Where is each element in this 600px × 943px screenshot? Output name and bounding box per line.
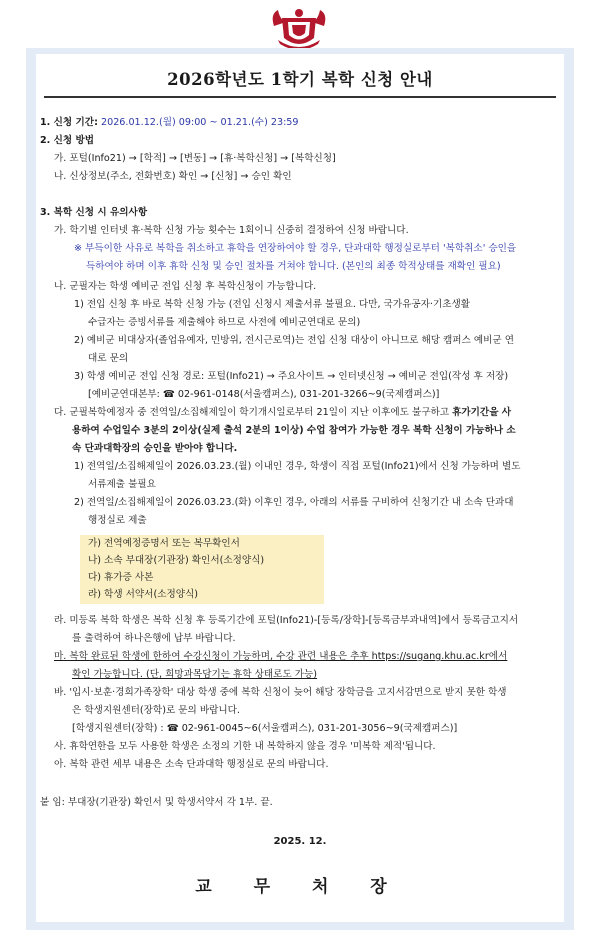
caution-note-line1: ※ 부득이한 사유로 복학을 취소하고 휴학을 연장하여야 할 경우, 단과대학 행정실로부터 '복학취소' 승인을: [74, 243, 517, 254]
issue-date: 2025. 12.: [273, 836, 327, 847]
na-item-1-line1: 1) 전입 신청 후 바로 복학 신청 가능 (전입 신청시 제출서류 불필요. 다만, 국가유공자·기초생활: [74, 299, 471, 310]
caution-da-line3: 속 단과대학장의 승인을 받아야 합니다.: [72, 443, 238, 454]
required-doc-item: 나) 소속 부대장(기관장) 확인서(소정양식): [88, 555, 265, 566]
na-item-2-line2: 대로 문의: [88, 353, 129, 364]
da-line1-bold: 휴가기간을 사: [452, 407, 512, 418]
caution-ba-line2: 은 학생지원센터(장학)로 문의 바랍니다.: [72, 705, 240, 716]
document-title: 2026학년도 1학기 복학 신청 안내: [167, 70, 433, 89]
caution-na: 나. 군필자는 학생 예비군 전입 신청 후 복학신청이 가능합니다.: [54, 281, 317, 292]
required-doc-item: 가) 전역예정증명서 또는 복무확인서: [88, 538, 240, 549]
na-item-2-line1: 2) 예비군 비대상자(졸업유예자, 민방위, 전시근로역)는 전입 신청 대상이 아니므로 해당 캠퍼스 예비군 연: [74, 335, 514, 346]
method-step-ga: 가. 포털(Info21) → [학적] → [변동] → [휴·복학신청] → [복학신청]: [54, 153, 336, 164]
caution-ba-line3: [학생지원센터(장학) : ☎ 02-961-0045~6(서울캠퍼스), 031-201-3056~9(국제캠퍼스)]: [72, 723, 458, 734]
title-divider: [44, 96, 556, 98]
caution-ra-line2: 를 출력하여 하나은행에 납부 바랍니다.: [72, 633, 236, 644]
na-item-3-line1: 3) 학생 예비군 전입 신청 경로: 포털(Info21) → 주요사이트 → 인터넷신청 → 예비군 전입(작성 후 저장): [74, 371, 509, 382]
required-doc-item: 라) 학생 서약서(소정양식): [88, 589, 199, 600]
caution-ma-line1: 마. 복학 완료된 학생에 한하여 수강신청이 가능하며, 수강 관련 내용은 추후 https://sugang.khu.ac.kr에서: [54, 651, 508, 662]
da-line1-text: 다. 군필복학예정자 중 전역일/소집해제일이 학기개시일로부터 21일이 지난 이후에도 불구하고: [54, 407, 450, 418]
caution-da-line1: [54, 406, 511, 419]
caution-heading: 3. 복학 신청 시 유의사항: [40, 207, 148, 218]
period-label: 1. 신청 기간:: [40, 117, 98, 128]
university-emblem-icon: [268, 4, 330, 52]
caution-ra-line1: 라. 미등록 복학 학생은 복학 신청 후 등록기간에 포털(Info21)-[등록/장학]-[등록금부과내역]에서 등록금고지서: [54, 615, 519, 626]
caution-note-line2: 득하여야 하며 이후 휴학 신청 및 승인 절차를 거쳐야 합니다. (본인의 최종 학적상태를 재확인 필요): [86, 261, 501, 272]
period-row: [40, 116, 299, 129]
method-heading: 2. 신청 방법: [40, 135, 95, 146]
da-item-1-line2: 서류제출 불필요: [88, 479, 156, 490]
na-item-1-line2: 수급자는 증빙서류를 제출해야 하므로 사전에 예비군연대로 문의): [88, 317, 361, 328]
period-value: 2026.01.12.(월) 09:00 ~ 01.21.(수) 23:59: [100, 117, 299, 128]
na-item-3-line2: [예비군연대본부: ☎ 02-961-0148(서울캠퍼스), 031-201-3266~9(국제캠퍼스)]: [88, 389, 440, 400]
caution-ba-line1: 바. '입시·보훈·경희가족장학' 대상 학생 중에 복학 신청이 늦어 해당 장학금을 고지서감면으로 받지 못한 학생: [54, 687, 507, 698]
caution-sa: 사. 휴학연한을 모두 사용한 학생은 소정의 기한 내 복학하지 않을 경우 '미복학 제적'됩니다.: [54, 741, 436, 752]
caution-da-line2: 용하여 수업일수 3분의 2이상(실제 출석 2분의 1이상) 수업 참여가 가능한 경우 복학 신청이 가능하나 소: [72, 425, 516, 436]
required-doc-item: 다) 휴가증 사본: [88, 572, 154, 583]
caution-ma-line2: 확인 가능합니다. (단, 희망과목담기는 휴학 상태로도 가능): [72, 669, 318, 680]
issuer-signature: 교 무 처 장: [195, 877, 405, 897]
caution-ga: 가. 학기별 인터넷 휴·복학 신청 가능 횟수는 1회이니 신중히 결정하여 신청 바랍니다.: [54, 225, 409, 236]
method-step-na: 나. 신상정보(주소, 전화번호) 확인 → [신청] → 승인 확인: [54, 171, 292, 182]
attachment-note: 붙 임: 부대장(기관장) 확인서 및 학생서약서 각 1부. 끝.: [40, 797, 273, 808]
da-item-1-line1: 1) 전역일/소집해제일이 2026.03.23.(월) 이내인 경우, 학생이 직접 포털(Info21)에서 신청 가능하며 별도: [74, 461, 521, 472]
da-item-2-line1: 2) 전역일/소집해제일이 2026.03.23.(화) 이후인 경우, 아래의 서류를 구비하여 신청기간 내 소속 단과대: [74, 497, 514, 508]
da-item-2-line2: 행정실로 제출: [88, 515, 147, 526]
caution-a: 아. 복학 관련 세부 내용은 소속 단과대학 행정실로 문의 바랍니다.: [54, 759, 329, 770]
